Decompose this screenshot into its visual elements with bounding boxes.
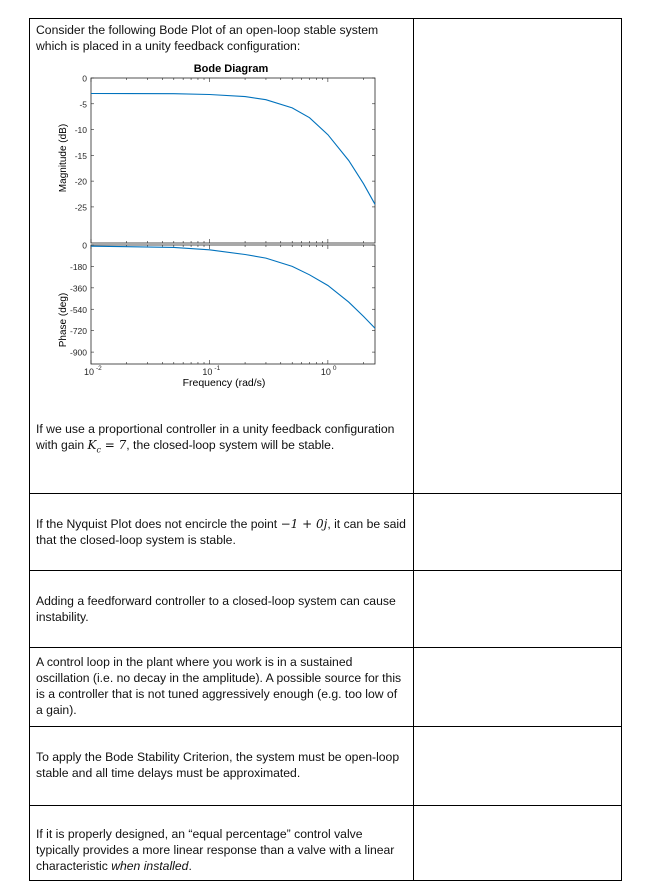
magnitude-y-tick-label: -25: [74, 202, 87, 213]
x-tick-label: 10: [202, 367, 213, 377]
phase-y-tick-label: -180: [69, 261, 87, 272]
question-cell-2: [30, 494, 414, 571]
question-intro: Consider the following Bode Plot of an open-loop stable system which is placed in a unity feedback configuration:: [36, 23, 379, 53]
question-cell-6: [30, 806, 414, 881]
x-tick-exponent: -1: [214, 365, 221, 372]
question-cell-1: [30, 19, 414, 494]
point-expression: −1 + 0j: [280, 517, 328, 531]
answer-cell-1[interactable]: [413, 19, 621, 494]
answer-cell-2[interactable]: [413, 494, 621, 571]
magnitude-ylabel: Magnitude (dB): [58, 123, 69, 193]
question-row-3: [30, 571, 622, 648]
answer-cell-5[interactable]: [413, 727, 621, 806]
gain-expression: $K_c = 7$: [87, 438, 127, 455]
magnitude-y-tick-label: -10: [74, 125, 87, 136]
bode-plot: [36, 58, 394, 411]
phase-y-tick-label: -720: [69, 326, 87, 337]
phase-y-tick-label: -900: [69, 347, 87, 358]
chart-xlabel: Frequency (rad/s): [182, 377, 266, 389]
question-cell-4: [30, 648, 414, 727]
question-4-text: A control loop in the plant where you work is in a sustained oscillation (i.e. no decay in the amplitude). A possible source for this is a controller that is not tuned aggressively enough (e.g. too low of a gain).: [36, 655, 402, 717]
question-row-2: [30, 494, 622, 571]
phase-axes-box: [91, 245, 375, 364]
magnitude-panel: [75, 74, 375, 244]
question-cell-3: [30, 571, 414, 648]
phase-y-tick-label: 0: [82, 240, 87, 251]
question-6-text: If it is properly designed, an “equal percentage” control valve typically provides a more linear response than a valve with a linear characteristic when installed.: [36, 827, 395, 873]
answer-cell-4[interactable]: [413, 648, 621, 727]
question-cell-5: [30, 727, 414, 806]
magnitude-y-tick-label: 0: [82, 73, 87, 84]
question-5-text: To apply the Bode Stability Criterion, the system must be open-loop stable and all time delays must be approximated.: [36, 750, 400, 780]
x-tick-label: 10: [320, 367, 331, 377]
phase-ylabel: Phase (deg): [58, 292, 69, 348]
x-tick-exponent: 0: [332, 365, 337, 372]
phase-y-tick-label: -540: [69, 304, 87, 315]
question-table: [29, 18, 622, 881]
answer-cell-3[interactable]: [413, 571, 621, 648]
question-3-text: Adding a feedforward controller to a closed-loop system can cause instability.: [36, 594, 396, 624]
magnitude-y-tick-label: -5: [79, 99, 87, 110]
answer-cell-6[interactable]: [413, 806, 621, 881]
magnitude-axes-box: [91, 78, 375, 243]
chart-title: Bode Diagram: [193, 63, 269, 75]
question-row-4: [30, 648, 622, 727]
question-1-text: If we use a proportional controller in a unity feedback configuration with gain $K_c = 7$, the closed-loop system will be stable.: [36, 422, 395, 455]
magnitude-y-tick-label: -20: [74, 176, 87, 187]
phase-panel: [70, 241, 375, 365]
question-row-5: [30, 727, 622, 806]
x-tick-labels: [84, 365, 337, 377]
x-tick-label: 10: [83, 367, 95, 377]
question-row-6: [30, 806, 622, 881]
x-tick-exponent: -2: [96, 365, 102, 372]
question-2-text: If the Nyquist Plot does not encircle the point −1 + 0j, it can be said that the closed-loop system is stable.: [36, 517, 406, 547]
phase-y-tick-label: -360: [69, 283, 87, 294]
magnitude-y-tick-label: -15: [74, 150, 87, 161]
question-row-1: [30, 19, 622, 494]
